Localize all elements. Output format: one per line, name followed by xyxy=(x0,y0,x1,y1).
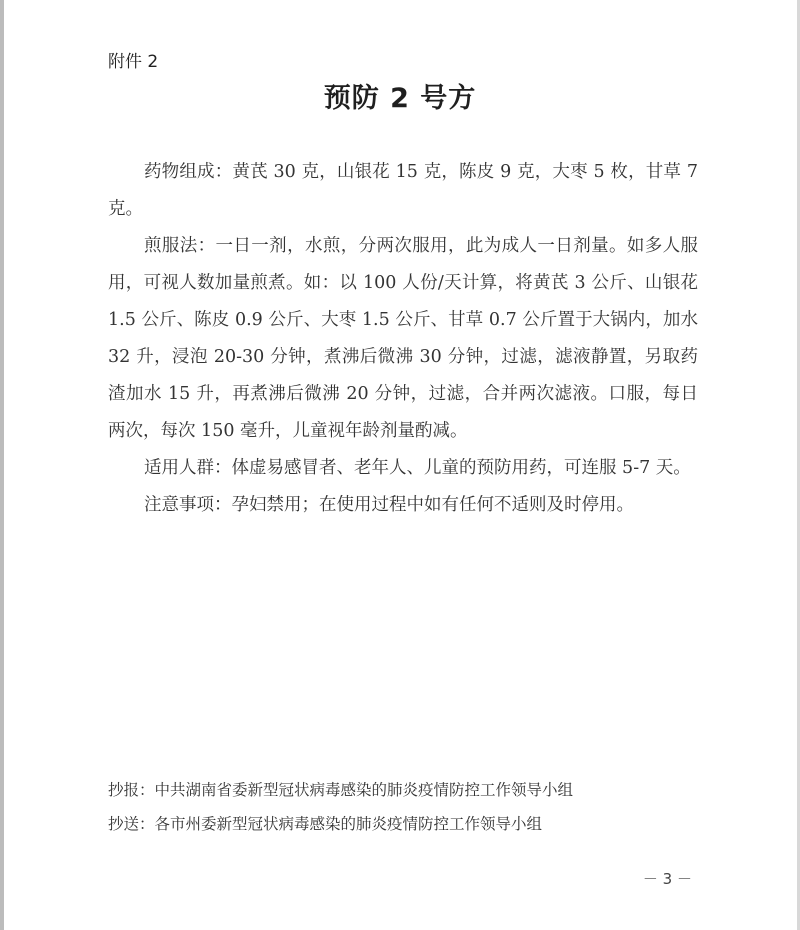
paragraph-target-group: 适用人群：体虚易感冒者、老年人、儿童的预防用药，可连服 5-7 天。 xyxy=(144,458,691,478)
cc-report-line: 抄报：中共湖南省委新型冠状病毒感染的肺炎疫情防控工作领导小组 xyxy=(108,781,574,799)
paragraph-composition: 药物组成：黄芪 30 克，山银花 15 克，陈皮 9 克，大枣 5 枚，甘草 7 克。 xyxy=(108,162,698,219)
scan-left-edge xyxy=(0,0,4,930)
page-number: － 3 － xyxy=(642,870,692,888)
cc-copy-line: 抄送：各市州委新型冠状病毒感染的肺炎疫情防控工作领导小组 xyxy=(108,815,543,833)
document-body xyxy=(108,154,698,524)
paragraph-precautions: 注意事项：孕妇禁用；在使用过程中如有任何不适则及时停用。 xyxy=(144,495,634,515)
distribution-list xyxy=(108,773,573,841)
attachment-label: 附件 2 xyxy=(108,52,159,72)
paragraph-preparation: 煎服法：一日一剂，水煎，分两次服用，此为成人一日剂量。如多人服用，可视人数加量煎煮。如：以 100 人份/天计算，将黄芪 3 公斤、山银花 1.5 公斤、陈皮 0.9 公斤、大枣 1.5 公斤、甘草 0.7 公斤置于大锅内，加水 32 升，浸泡 20-30 分钟，煮沸后微沸 30 分钟，过滤，滤液静置，另取药渣加水 15 升，再煮沸后微沸 20 分钟，过滤，合并两次滤液。口服，每日两次，每次 150 毫升，儿童视年龄剂量酌减。 xyxy=(108,236,698,441)
document-title: 预防 2 号方 xyxy=(323,83,477,114)
